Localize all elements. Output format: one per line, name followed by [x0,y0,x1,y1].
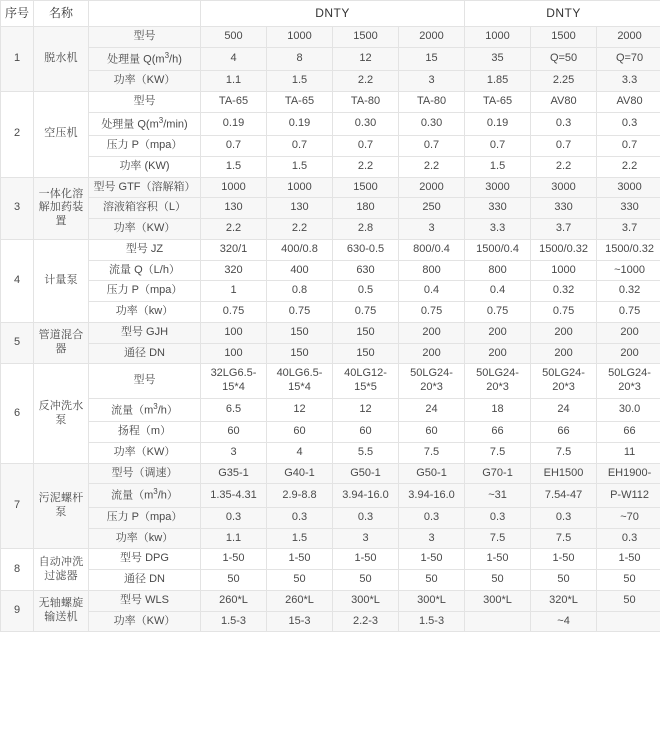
cell-value: 50 [201,570,267,591]
cell-value: 35 [465,47,531,70]
cell-value: 2.2 [267,219,333,240]
cell-value: ~31 [465,484,531,507]
cell-value: 5.5 [333,442,399,463]
cell-value: 50 [531,570,597,591]
parameter-label: 功率（KW） [89,71,201,92]
cell-value: TA-80 [333,91,399,112]
cell-value: 180 [333,198,399,219]
table-row [1,156,660,177]
parameter-label: 压力 P（mpa） [89,507,201,528]
cell-value: 1-50 [465,549,531,570]
cell-value: 300*L [333,590,399,611]
table-row [1,422,660,443]
cell-value: 50LG24-20*3 [465,364,531,399]
table-row [1,198,660,219]
cell-value [465,611,531,632]
cell-value: 0.75 [333,302,399,323]
cell-value: 0.7 [399,136,465,157]
cell-value: 50 [333,570,399,591]
table-row [1,570,660,591]
cell-value: 3 [399,528,465,549]
equipment-name-6: 反冲洗水泵 [34,364,89,463]
parameter-label: 型号（调速） [89,463,201,484]
cell-value: 1000 [267,27,333,48]
cell-value: 100 [201,343,267,364]
cell-value: 0.32 [597,281,660,302]
cell-value: 150 [267,343,333,364]
cell-value: 40LG12-15*5 [333,364,399,399]
cell-value: 50LG24-20*3 [399,364,465,399]
cell-value: 1.5-3 [201,611,267,632]
cell-value: G70-1 [465,463,531,484]
cell-value: 7.5 [465,528,531,549]
cell-value: Q=70 [597,47,660,70]
cell-value: 2.2-3 [333,611,399,632]
cell-value: 200 [399,322,465,343]
table-row [1,302,660,323]
cell-value: 0.3 [531,507,597,528]
cell-value: 1.5 [267,528,333,549]
table-row [1,239,660,260]
cell-value: 800 [399,260,465,281]
table-header [1,1,660,27]
cell-value: 0.7 [333,136,399,157]
cell-value: 0.19 [267,112,333,135]
cell-value: 1.1 [201,71,267,92]
cell-value: TA-65 [201,91,267,112]
cell-value: 1-50 [531,549,597,570]
cell-value: 0.75 [531,302,597,323]
parameter-label: 处理量 $Q(m^3/\min)$ [89,112,201,135]
cell-value: 300*L [465,590,531,611]
cell-value: 15-3 [267,611,333,632]
cell-value: 1000 [267,177,333,198]
equipment-name-5: 管道混合器 [34,322,89,364]
table-row [1,364,660,399]
table-row [1,549,660,570]
cell-value: 500 [201,27,267,48]
cell-value: 0.8 [267,281,333,302]
equipment-name-4: 计量泵 [34,239,89,322]
cell-value: 1.85 [465,71,531,92]
table-row [1,463,660,484]
parameter-label: 流量$(m^3/h)$ [89,398,201,421]
cell-value: 40LG6.5-15*4 [267,364,333,399]
header-row [1,1,660,27]
cell-value: 0.3 [201,507,267,528]
cell-value: 0.75 [267,302,333,323]
cell-value: 1500/0.4 [465,239,531,260]
cell-value: 320/1 [201,239,267,260]
cell-value: 3000 [597,177,660,198]
table-row [1,136,660,157]
table-row [1,611,660,632]
cell-value: AV80 [597,91,660,112]
cell-value: 0.19 [465,112,531,135]
parameter-label: 型号 WLS [89,590,201,611]
cell-value: 3 [399,219,465,240]
cell-value: 1000 [465,27,531,48]
cell-value: 8 [267,47,333,70]
cell-value: 150 [333,322,399,343]
cell-value: 12 [333,398,399,421]
cell-value: 0.7 [465,136,531,157]
cell-value: 1000 [531,260,597,281]
cell-value: 2.2 [201,219,267,240]
cell-value: 60 [333,422,399,443]
cell-value: 4 [267,442,333,463]
cell-value: 630 [333,260,399,281]
cell-value: ~70 [597,507,660,528]
cell-value: ~1000 [597,260,660,281]
cell-value: 200 [465,343,531,364]
cell-value: 0.75 [201,302,267,323]
cell-value: 200 [465,322,531,343]
equipment-name-8: 自动冲洗过滤器 [34,549,89,591]
cell-value: TA-65 [267,91,333,112]
cell-value: ~4 [531,611,597,632]
cell-value: 50 [597,570,660,591]
table-row [1,398,660,421]
cell-value: 2.2 [399,156,465,177]
cell-value: 320 [201,260,267,281]
cell-value: 24 [399,398,465,421]
cell-value: 0.7 [531,136,597,157]
cell-value: 3.3 [597,71,660,92]
parameter-label: 功率（kw） [89,302,201,323]
header-name: 名称 [34,1,89,27]
parameter-label: 型号 [89,91,201,112]
cell-value: 66 [597,422,660,443]
cell-value: 2.2 [597,156,660,177]
parameter-label: 型号 GJH [89,322,201,343]
cell-value: 7.5 [531,442,597,463]
cell-value: 66 [531,422,597,443]
cell-value: 24 [531,398,597,421]
cell-value: 3.94-16.0 [399,484,465,507]
cell-value: 3 [333,528,399,549]
header-brand-left: DNTY [201,1,465,27]
equipment-name-3: 一体化溶解加药装置 [34,177,89,239]
parameter-label: 流量$(m^3/h)$ [89,484,201,507]
cell-value [597,611,660,632]
cell-value: 6.5 [201,398,267,421]
cell-value: 1-50 [333,549,399,570]
table-row [1,322,660,343]
cell-value: 0.5 [333,281,399,302]
cell-value: 320*L [531,590,597,611]
cell-value: 0.30 [399,112,465,135]
cell-value: 2.25 [531,71,597,92]
parameter-label: 功率 (KW) [89,156,201,177]
cell-value: 15 [399,47,465,70]
cell-value: 1000 [201,177,267,198]
header-brand-right: DNTY [465,1,660,27]
cell-value: 150 [267,322,333,343]
cell-value: 7.5 [465,442,531,463]
cell-value: 130 [201,198,267,219]
cell-value: 50 [399,570,465,591]
table-row [1,71,660,92]
cell-value: 300*L [399,590,465,611]
cell-value: 1 [201,281,267,302]
row-index-7: 7 [1,463,34,549]
cell-value: 1500 [531,27,597,48]
cell-value: TA-65 [465,91,531,112]
cell-value: 2000 [399,177,465,198]
row-index-3: 3 [1,177,34,239]
row-index-4: 4 [1,239,34,322]
header-no: 序号 [1,1,34,27]
table-row [1,219,660,240]
table-row [1,47,660,70]
cell-value: EH1900- [597,463,660,484]
cell-value: 0.75 [399,302,465,323]
cell-value: 18 [465,398,531,421]
cell-value: 7.5 [531,528,597,549]
cell-value: 0.7 [597,136,660,157]
cell-value: 330 [531,198,597,219]
cell-value: 0.3 [597,112,660,135]
table-row [1,177,660,198]
cell-value: 200 [531,322,597,343]
cell-value: 1.5 [267,156,333,177]
cell-value: 2.2 [333,71,399,92]
cell-value: 200 [399,343,465,364]
cell-value: 60 [267,422,333,443]
row-index-2: 2 [1,91,34,177]
parameter-label: 压力 P（mpa） [89,281,201,302]
parameter-label: 功率（KW） [89,442,201,463]
cell-value: 800/0.4 [399,239,465,260]
cell-value: 1-50 [267,549,333,570]
cell-value: G35-1 [201,463,267,484]
cell-value: 3.7 [597,219,660,240]
cell-value: 100 [201,322,267,343]
cell-value: 150 [333,343,399,364]
cell-value: 1.5 [465,156,531,177]
table-row [1,91,660,112]
cell-value: 0.7 [267,136,333,157]
equipment-name-2: 空压机 [34,91,89,177]
cell-value: 1500 [333,177,399,198]
cell-value: 400/0.8 [267,239,333,260]
cell-value: G50-1 [399,463,465,484]
cell-value: 3.94-16.0 [333,484,399,507]
cell-value: 260*L [267,590,333,611]
cell-value: 2000 [399,27,465,48]
cell-value: 0.3 [267,507,333,528]
cell-value: 0.3 [597,528,660,549]
parameter-label: 扬程（m） [89,422,201,443]
cell-value: 0.3 [399,507,465,528]
cell-value: 3 [201,442,267,463]
cell-value: 330 [465,198,531,219]
cell-value: 0.3 [531,112,597,135]
cell-value: 12 [333,47,399,70]
cell-value: 400 [267,260,333,281]
cell-value: 1-50 [201,549,267,570]
cell-value: 12 [267,398,333,421]
cell-value: 330 [597,198,660,219]
cell-value: 60 [399,422,465,443]
parameter-label: 处理量 $Q(m^3/h)$ [89,47,201,70]
parameter-label: 功率（KW） [89,219,201,240]
cell-value: 250 [399,198,465,219]
parameter-label: 功率（kw） [89,528,201,549]
cell-value: G40-1 [267,463,333,484]
cell-value: 1-50 [597,549,660,570]
cell-value: 0.30 [333,112,399,135]
cell-value: 0.19 [201,112,267,135]
cell-value: 7.5 [399,442,465,463]
cell-value: 0.32 [531,281,597,302]
table-row [1,112,660,135]
cell-value: 2.2 [333,156,399,177]
cell-value: 60 [201,422,267,443]
parameter-label: 型号 GTF（溶解箱） [89,177,201,198]
cell-value: 1500/0.32 [597,239,660,260]
cell-value: 1-50 [399,549,465,570]
parameter-label: 型号 [89,364,201,399]
parameter-label: 压力 P（mpa） [89,136,201,157]
row-index-8: 8 [1,549,34,591]
cell-value: 200 [597,343,660,364]
cell-value: 2.9-8.8 [267,484,333,507]
row-index-1: 1 [1,27,34,92]
table-body [1,27,660,632]
table-row [1,27,660,48]
cell-value: 0.3 [465,507,531,528]
parameter-label: 型号 DPG [89,549,201,570]
parameter-label: 通径 DN [89,343,201,364]
cell-value: EH1500 [531,463,597,484]
equipment-name-1: 脱水机 [34,27,89,92]
cell-value: 50LG24-20*3 [597,364,660,399]
cell-value: 1.5 [267,71,333,92]
cell-value: 1500/0.32 [531,239,597,260]
cell-value: 3000 [531,177,597,198]
cell-value: P-W112 [597,484,660,507]
cell-value: 30.0 [597,398,660,421]
cell-value: 0.7 [201,136,267,157]
table-row [1,484,660,507]
cell-value: 1.5 [201,156,267,177]
cell-value: TA-80 [399,91,465,112]
parameter-label: 型号 JZ [89,239,201,260]
cell-value: 4 [201,47,267,70]
cell-value: 0.75 [465,302,531,323]
cell-value: 7.54-47 [531,484,597,507]
cell-value: 0.4 [399,281,465,302]
table-row [1,442,660,463]
cell-value: 1.5-3 [399,611,465,632]
parameter-label: 溶液箱容积（L） [89,198,201,219]
table-row [1,590,660,611]
cell-value: 0.4 [465,281,531,302]
cell-value: 11 [597,442,660,463]
table-row [1,281,660,302]
cell-value: 800 [465,260,531,281]
cell-value: AV80 [531,91,597,112]
cell-value: 3.3 [465,219,531,240]
cell-value: 2.8 [333,219,399,240]
cell-value: 66 [465,422,531,443]
table-row [1,260,660,281]
cell-value: 3.7 [531,219,597,240]
cell-value: 1500 [333,27,399,48]
header-param [89,1,201,27]
cell-value: G50-1 [333,463,399,484]
cell-value: 200 [531,343,597,364]
cell-value: 3 [399,71,465,92]
cell-value: 0.75 [597,302,660,323]
cell-value: 50 [267,570,333,591]
table-row [1,507,660,528]
cell-value: 50 [597,590,660,611]
parameter-label: 流量 Q（L/h） [89,260,201,281]
cell-value: 50LG24-20*3 [531,364,597,399]
cell-value: Q=50 [531,47,597,70]
cell-value: 1.1 [201,528,267,549]
cell-value: 200 [597,322,660,343]
table-row [1,343,660,364]
cell-value: 2.2 [531,156,597,177]
row-index-9: 9 [1,590,34,632]
equipment-name-7: 污泥螺杆泵 [34,463,89,549]
row-index-6: 6 [1,364,34,463]
cell-value: 0.3 [333,507,399,528]
cell-value: 2000 [597,27,660,48]
table-row [1,528,660,549]
cell-value: 260*L [201,590,267,611]
parameter-label: 功率（KW） [89,611,201,632]
cell-value: 630-0.5 [333,239,399,260]
cell-value: 50 [465,570,531,591]
parameter-label: 型号 [89,27,201,48]
parameter-label: 通径 DN [89,570,201,591]
cell-value: 1.35-4.31 [201,484,267,507]
cell-value: 130 [267,198,333,219]
cell-value: 32LG6.5-15*4 [201,364,267,399]
cell-value: 3000 [465,177,531,198]
row-index-5: 5 [1,322,34,364]
equipment-name-9: 无轴螺旋输送机 [34,590,89,632]
